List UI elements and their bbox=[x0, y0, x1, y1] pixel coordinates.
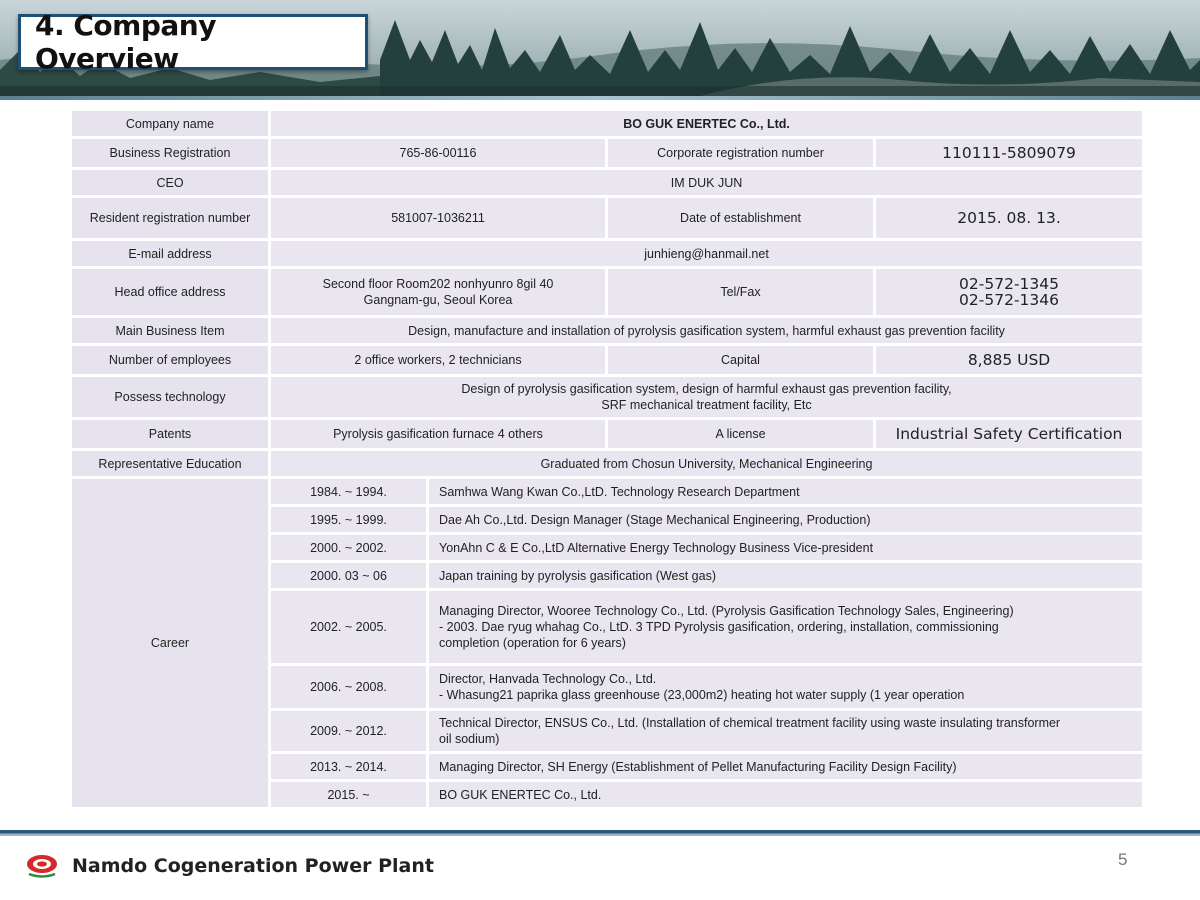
career-line: oil sodium) bbox=[439, 732, 500, 746]
label-patents: Patents bbox=[72, 420, 268, 448]
footer-divider bbox=[0, 830, 1200, 836]
career-period: 2000. ~ 2002. bbox=[271, 535, 426, 560]
career-line: completion (operation for 6 years) bbox=[439, 636, 626, 650]
career-description bbox=[429, 782, 1142, 807]
value-date-of-establishment: 2015. 08. 13. bbox=[876, 198, 1142, 238]
career-description bbox=[429, 507, 1142, 532]
career-line: YonAhn C & E Co.,LtD Alternative Energy Technology Business Vice-president bbox=[439, 540, 874, 555]
page-title: 4. Company Overview bbox=[35, 9, 216, 75]
row-business-registration bbox=[72, 139, 1142, 167]
row-company-name bbox=[72, 111, 1142, 136]
career-line: Japan training by pyrolysis gasification (West gas) bbox=[439, 568, 716, 583]
technology-line-1: Design of pyrolysis gasification system, design of harmful exhaust gas prevention facility, bbox=[461, 382, 952, 396]
value-education: Graduated from Chosun University, Mechanical Engineering bbox=[271, 451, 1142, 476]
value-license: Industrial Safety Certification bbox=[876, 420, 1142, 448]
career-description bbox=[429, 591, 1142, 663]
career-period: 2002. ~ 2005. bbox=[271, 591, 426, 663]
label-date-of-establishment: Date of establishment bbox=[608, 198, 873, 238]
value-business-registration: 765-86-00116 bbox=[271, 139, 605, 167]
career-description bbox=[429, 711, 1142, 751]
career-period: 2000. 03 ~ 06 bbox=[271, 563, 426, 588]
label-technology: Possess technology bbox=[72, 377, 268, 417]
header-divider bbox=[0, 96, 1200, 100]
career-period: 2009. ~ 2012. bbox=[271, 711, 426, 751]
label-resident-registration: Resident registration number bbox=[72, 198, 268, 238]
label-company-name: Company name bbox=[72, 111, 268, 136]
footer-company-name: Namdo Cogeneration Power Plant bbox=[72, 855, 434, 877]
career-description bbox=[429, 754, 1142, 779]
career-line: Managing Director, Wooree Technology Co., Ltd. (Pyrolysis Gasification Technology Sales, Engineering) bbox=[439, 604, 1014, 618]
row-main-business bbox=[72, 318, 1142, 343]
career-description bbox=[429, 666, 1142, 708]
value-capital: 8,885 USD bbox=[876, 346, 1142, 374]
row-education bbox=[72, 451, 1142, 476]
label-email: E-mail address bbox=[72, 241, 268, 266]
technology-line-2: SRF mechanical treatment facility, Etc bbox=[601, 398, 812, 412]
value-technology bbox=[271, 377, 1142, 417]
career-period: 2015. ~ bbox=[271, 782, 426, 807]
value-main-business: Design, manufacture and installation of pyrolysis gasification system, harmful exhaust gas prevention facility bbox=[271, 318, 1142, 343]
company-logo-icon bbox=[24, 852, 60, 880]
row-head-office bbox=[72, 269, 1142, 315]
career-period: 2013. ~ 2014. bbox=[271, 754, 426, 779]
fax-number: 02-572-1346 bbox=[959, 291, 1059, 309]
value-ceo: IM DUK JUN bbox=[271, 170, 1142, 195]
career-line: BO GUK ENERTEC Co., Ltd. bbox=[439, 787, 602, 802]
career-line: Dae Ah Co.,Ltd. Design Manager (Stage Mechanical Engineering, Production) bbox=[439, 512, 871, 527]
career-line: Samhwa Wang Kwan Co.,LtD. Technology Research Department bbox=[439, 484, 800, 499]
label-ceo: CEO bbox=[72, 170, 268, 195]
value-employees: 2 office workers, 2 technicians bbox=[271, 346, 605, 374]
label-tel-fax: Tel/Fax bbox=[608, 269, 873, 315]
value-company-name: BO GUK ENERTEC Co., Ltd. bbox=[271, 111, 1142, 136]
career-line: Managing Director, SH Energy (Establishment of Pellet Manufacturing Facility Design Facility) bbox=[439, 759, 957, 774]
tel-number: 02-572-1345 bbox=[959, 275, 1059, 293]
row-email bbox=[72, 241, 1142, 266]
address-line-1: Second floor Room202 nonhyunro 8gil 40 bbox=[322, 277, 554, 291]
label-head-office: Head office address bbox=[72, 269, 268, 315]
row-patents bbox=[72, 420, 1142, 448]
label-career: Career bbox=[72, 479, 268, 807]
value-tel-fax bbox=[876, 269, 1142, 315]
career-line: - Whasung21 paprika glass greenhouse (23,000m2) heating hot water supply (1 year operation bbox=[439, 688, 965, 702]
row-technology bbox=[72, 377, 1142, 417]
career-period: 2006. ~ 2008. bbox=[271, 666, 426, 708]
row-ceo bbox=[72, 170, 1142, 195]
career-description bbox=[429, 535, 1142, 560]
label-main-business: Main Business Item bbox=[72, 318, 268, 343]
career-period: 1984. ~ 1994. bbox=[271, 479, 426, 504]
title-box bbox=[18, 9, 368, 75]
career-period: 1995. ~ 1999. bbox=[271, 507, 426, 532]
header-banner bbox=[0, 0, 1200, 96]
label-corporate-registration: Corporate registration number bbox=[608, 139, 873, 167]
value-corporate-registration: 110111-5809079 bbox=[876, 139, 1142, 167]
label-business-registration: Business Registration bbox=[72, 139, 268, 167]
value-head-office bbox=[271, 269, 605, 315]
page-number: 5 bbox=[1118, 850, 1128, 869]
label-capital: Capital bbox=[608, 346, 873, 374]
company-info-table bbox=[69, 108, 1145, 810]
row-employees bbox=[72, 346, 1142, 374]
career-description bbox=[429, 479, 1142, 504]
career-description bbox=[429, 563, 1142, 588]
label-license: A license bbox=[608, 420, 873, 448]
row-resident-registration bbox=[72, 198, 1142, 238]
value-patents: Pyrolysis gasification furnace 4 others bbox=[271, 420, 605, 448]
address-line-2: Gangnam-gu, Seoul Korea bbox=[363, 293, 513, 307]
career-line: - 2003. Dae ryug whahag Co., LtD. 3 TPD Pyrolysis gasification, ordering, installation, commissioning bbox=[439, 620, 999, 634]
label-education: Representative Education bbox=[72, 451, 268, 476]
career-row bbox=[72, 479, 1142, 504]
label-employees: Number of employees bbox=[72, 346, 268, 374]
value-resident-registration: 581007-1036211 bbox=[271, 198, 605, 238]
value-email[interactable]: junhieng@hanmail.net bbox=[271, 241, 1142, 266]
career-line: Technical Director, ENSUS Co., Ltd. (Installation of chemical treatment facility using waste insulating transformer bbox=[439, 716, 1061, 730]
career-line: Director, Hanvada Technology Co., Ltd. bbox=[439, 672, 657, 686]
